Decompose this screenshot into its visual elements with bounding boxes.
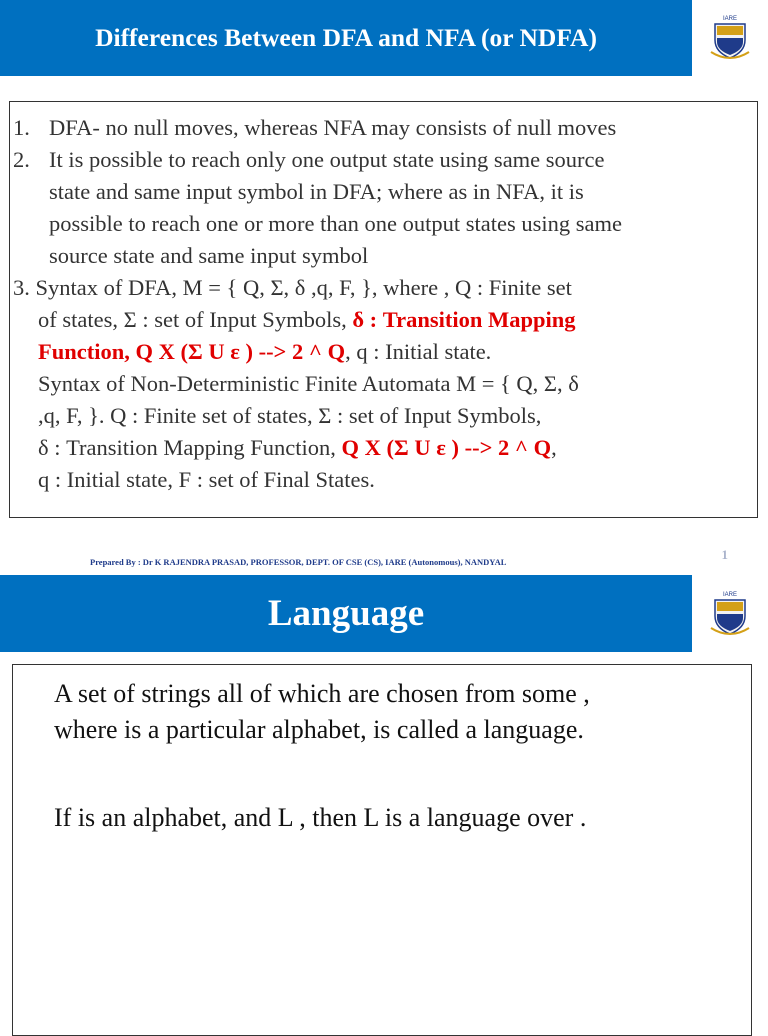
- function-emphasis: Function, Q X (Σ U ε ) --> 2 ^ Q: [38, 339, 346, 364]
- slide1-logo: [692, 0, 768, 76]
- list-item-3-line: q : Initial state, F : set of Final States.: [38, 467, 375, 492]
- iare-crest-icon: [707, 588, 753, 640]
- list-item-3-line: [38, 304, 576, 336]
- list-item-2-line: possible to reach one or more than one output states using same: [49, 211, 622, 236]
- list-item-3-line: Syntax of Non-Deterministic Finite Automata M = { Q, Σ, δ: [38, 371, 579, 396]
- list-item-3-text: , q : Initial state.: [345, 339, 492, 364]
- slide2-title-banner: [0, 575, 692, 652]
- list-item-1: DFA- no null moves, whereas NFA may consists of null moves: [49, 115, 617, 140]
- list-num-1: 1.: [13, 115, 30, 140]
- language-over-line: If is an alphabet, and L , then L is a language over .: [54, 803, 587, 832]
- list-item-3-text: ,: [551, 435, 557, 460]
- slide2-title: Language: [267, 593, 425, 634]
- list-item-3-line: [38, 336, 491, 368]
- language-definition-line: A set of strings all of which are chosen from some ,: [54, 679, 590, 708]
- slide1-footer: Prepared By : Dr K RAJENDRA PRASAD, PROFESSOR, DEPT. OF CSE (CS), IARE (Autonomous), NANDYAL: [90, 557, 507, 567]
- slide2-logo: [692, 575, 768, 652]
- list-item-3-line: [38, 432, 557, 464]
- list-num-2: 2.: [13, 147, 30, 172]
- logo-text: IARE: [722, 591, 738, 598]
- iare-crest-icon: [707, 12, 753, 64]
- list-item-2-line: source state and same input symbol: [49, 243, 369, 268]
- list-item-3-text: δ : Transition Mapping Function,: [38, 435, 342, 460]
- list-item-3-line: ,q, F, }. Q : Finite set of states, Σ : set of Input Symbols,: [38, 403, 542, 428]
- list-item-2-line: It is possible to reach only one output state using same source: [49, 147, 605, 172]
- list-item-3-line: 3. Syntax of DFA, M = { Q, Σ, δ ,q, F, }, where , Q : Finite set: [13, 275, 572, 300]
- list-item-3-text: of states, Σ : set of Input Symbols,: [38, 307, 353, 332]
- slide1-title: Differences Between DFA and NFA (or NDFA): [95, 23, 597, 52]
- list-item-2-line: state and same input symbol in DFA; where as in NFA, it is: [49, 179, 584, 204]
- slide1-content-box: [9, 101, 758, 518]
- language-definition-line: where is a particular alphabet, is called a language.: [54, 715, 584, 744]
- function-emphasis: Q X (Σ U ε ) --> 2 ^ Q: [341, 435, 552, 460]
- slide1-title-banner: [0, 0, 692, 76]
- slide2-content-box: [12, 664, 752, 1036]
- logo-text: IARE: [722, 16, 738, 22]
- slide1-page-number: 1: [721, 547, 728, 562]
- transition-mapping-emphasis: δ : Transition Mapping: [352, 307, 576, 332]
